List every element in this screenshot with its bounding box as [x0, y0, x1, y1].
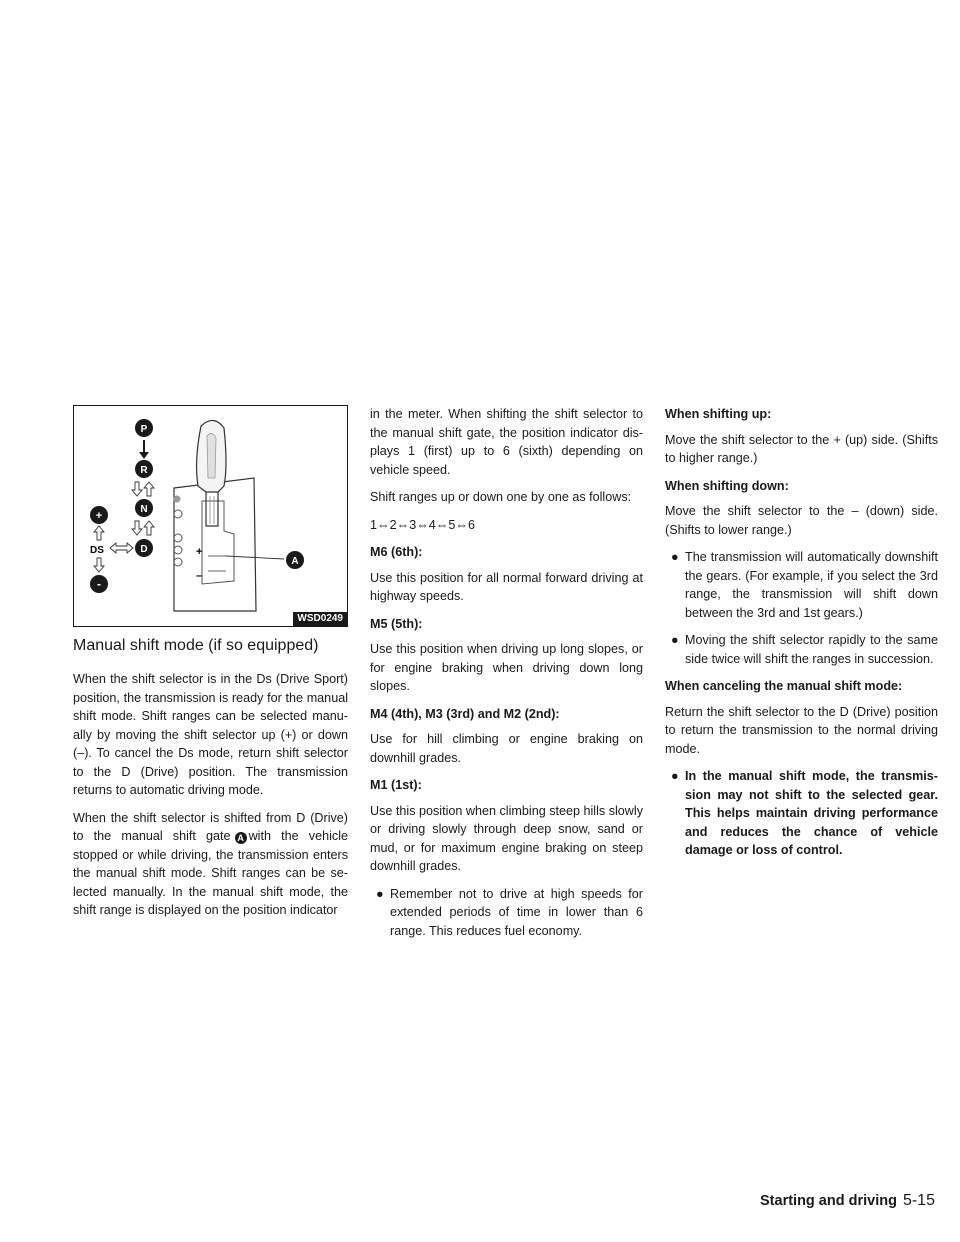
- heading-canceling: When canceling the manual shift mode:: [665, 679, 903, 693]
- bullet-item: [665, 631, 938, 668]
- indicator-ring-icon: [174, 510, 182, 518]
- heading-m6: M6 (6th):: [370, 545, 423, 559]
- indicator-dot-icon: [174, 496, 181, 503]
- bullet-icon: ●: [671, 769, 679, 783]
- plus-position-label: +: [95, 510, 103, 522]
- bullet-text: The transmission will automatically downshift the gears. (For example, if you select the 3rd range, the transmission will shift down between the 3rd and 1st gears.): [685, 550, 938, 620]
- heading-shifting-down: When shifting down:: [665, 478, 789, 493]
- r-position-label: R: [140, 465, 148, 476]
- gate-plate: [174, 478, 256, 611]
- bullet-text: In the manual shift mode, the transmission may not shift to the selected gear. This helps maintain driving performance and reduces the chance of vehicle damage or loss of control.: [685, 769, 938, 857]
- r-n-down-arrow-icon: [132, 482, 142, 496]
- paragraph: Use for hill climbing or engine braking on downhill grades.: [370, 732, 643, 765]
- heading-m1: M1 (1st):: [370, 778, 422, 792]
- heading-shifting-up: When shifting up:: [665, 407, 772, 421]
- minus-position-label: -: [97, 577, 101, 591]
- heading-m5: M5 (5th):: [370, 616, 423, 631]
- footer-section: Starting and driving: [760, 1193, 897, 1209]
- paragraph: [73, 809, 348, 920]
- bullet-icon: ●: [671, 633, 679, 647]
- callout-a-label: A: [291, 556, 299, 567]
- callout-a-icon: A: [235, 832, 247, 844]
- p-position-label: P: [140, 424, 148, 435]
- indicator-ring-icon: [174, 546, 182, 554]
- shift-sequence: 1⇔2⇔3⇔4⇔5⇔6: [370, 517, 475, 532]
- d-position-label: D: [140, 544, 148, 555]
- page-number: 5-15: [902, 1192, 935, 1209]
- paragraph: Shift ranges up or down one by one as follows:: [370, 490, 632, 504]
- p-r-arrow-icon: [139, 440, 149, 459]
- ds-label: DS: [90, 545, 104, 556]
- heading-m4-m3-m2: M4 (4th), M3 (3rd) and M2 (2nd):: [370, 706, 560, 721]
- paragraph: Use this position when climbing steep hills slowly or driving slowly through deep snow, sand or mud, or for maximum engine braking on steep downhill grades.: [370, 803, 643, 873]
- ds-double-arrow-icon: [110, 543, 133, 553]
- bullet-icon: ●: [671, 550, 679, 564]
- paragraph: in the meter. When shifting the shift selector to the manual shift gate, the position indicator displays 1 (first) up to 6 (sixth) depending on vehicle speed.: [370, 407, 643, 477]
- paragraph-text: When the shift selector is shifted from D (Drive) to the manual shift gate: [73, 810, 348, 843]
- shift-shaft: [206, 492, 218, 526]
- column-3: [665, 405, 938, 869]
- paragraph: Move the shift selector to the – (down) side. (Shifts to lower range.): [665, 504, 938, 537]
- bullet-item: [665, 548, 938, 622]
- n-d-down-arrow-icon: [132, 521, 142, 535]
- down-arrow-icon: [94, 558, 104, 572]
- indicator-ring-icon: [174, 558, 182, 566]
- n-r-up-arrow-icon: [144, 482, 154, 496]
- shift-gate-illustration: [74, 406, 347, 626]
- bullet-icon: ●: [376, 886, 384, 901]
- shift-gate-figure: [73, 405, 348, 627]
- indicator-ring-icon: [174, 534, 182, 542]
- paragraph: Move the shift selector to the + (up) side. (Shifts to higher range.): [665, 432, 938, 465]
- gate-plus-mark: +: [196, 546, 203, 558]
- section-title: Manual shift mode (if so equipped): [73, 637, 319, 654]
- column-2: [370, 405, 643, 949]
- paragraph: Use this position when driving up long slopes, or for engine braking when driving down long slopes.: [370, 642, 643, 693]
- gate-minus-mark: –: [196, 570, 203, 582]
- paragraph-text: with the vehicle stopped or while driving, the transmission enters the manual shift mode. Shift ranges can be selected manually. In the manual shift mode, the shift range is displayed on the position indicator: [73, 829, 349, 917]
- bullet-item: [370, 885, 643, 941]
- d-n-up-arrow-icon: [144, 521, 154, 535]
- paragraph: When the shift selector is in the Ds (Drive Sport) position, the transmission is ready for the manual shift mode. Shift ranges can be selected manually by moving the shift selector up (+) or down (–). To cancel the Ds mode, return shift selector to the D (Drive) position. The transmission returns to automatic driving mode.: [73, 672, 348, 797]
- shift-shaft-detail: [210, 496, 214, 524]
- paragraph: Use this position for all normal forward driving at highway speeds.: [370, 570, 643, 603]
- n-position-label: N: [140, 504, 148, 515]
- paragraph: Return the shift selector to the D (Drive) position to return the transmission to the normal driving mode.: [665, 704, 938, 756]
- warning-bullet: [665, 767, 938, 860]
- page-footer: [760, 1190, 940, 1212]
- up-arrow-icon: [94, 526, 104, 540]
- bullet-text: Moving the shift selector rapidly to the same side twice will shift the ranges in succession.: [685, 633, 938, 666]
- shift-knob-highlight: [207, 433, 216, 478]
- bullet-text: Remember not to drive at high speeds for extended periods of time in lower than 6 range. This reduces fuel economy.: [390, 886, 643, 938]
- figure-code: WSD0249: [293, 612, 347, 626]
